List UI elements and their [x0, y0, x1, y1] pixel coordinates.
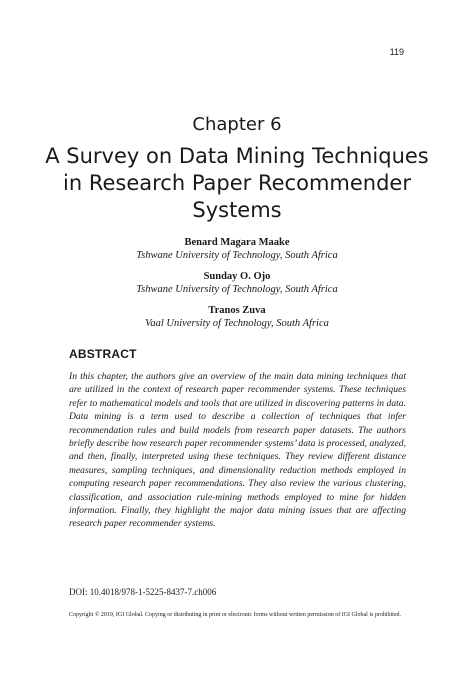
page-number: 119: [389, 47, 404, 57]
author-affiliation: Tshwane University of Technology, South Africa: [136, 284, 338, 295]
author-block: [0, 270, 474, 296]
author-name: Benard Magara Maake: [184, 237, 290, 248]
author-block: [0, 236, 474, 262]
author-list: [0, 236, 474, 338]
abstract-heading: ABSTRACT: [69, 347, 137, 361]
author-affiliation: Vaal University of Technology, South Africa: [145, 318, 329, 329]
copyright-notice: Copyright © 2019, IGI Global. Copying or distributing in print or electronic forms without written permission of IGI Global is prohibited.: [69, 612, 402, 618]
doi-line: DOI: 10.4018/978-1-5225-8437-7.ch006: [69, 587, 217, 597]
author-block: [0, 304, 474, 330]
chapter-title: A Survey on Data Mining Techniques in Research Paper Recommender Systems: [45, 144, 429, 222]
author-name: Sunday O. Ojo: [203, 271, 271, 282]
chapter-label: Chapter 6: [192, 114, 282, 135]
abstract-body: In this chapter, the authors give an overview of the main data mining techniques that are utilized in the context of research paper recommender systems. These techniques refer to mathematical models and tools that are utilized in discovering patterns in data. Data mining is a term used to describe a collection of techniques that infer recommendation rules and build models from research paper datasets. The authors briefly describe how research paper recommender systems’ data is processed, analyzed, and then, finally, interpreted using these techniques. They review different distance measures, sampling techniques, and dimensionality reduction methods employed in computing research paper recommendations. They also review the various clustering, classification, and association rule-mining methods employed to mine for hidden information. Finally, they highlight the major data mining issues that are affecting research paper recommender systems.: [69, 371, 406, 530]
author-name: Tranos Zuva: [208, 305, 266, 316]
author-affiliation: Tshwane University of Technology, South Africa: [136, 250, 338, 261]
